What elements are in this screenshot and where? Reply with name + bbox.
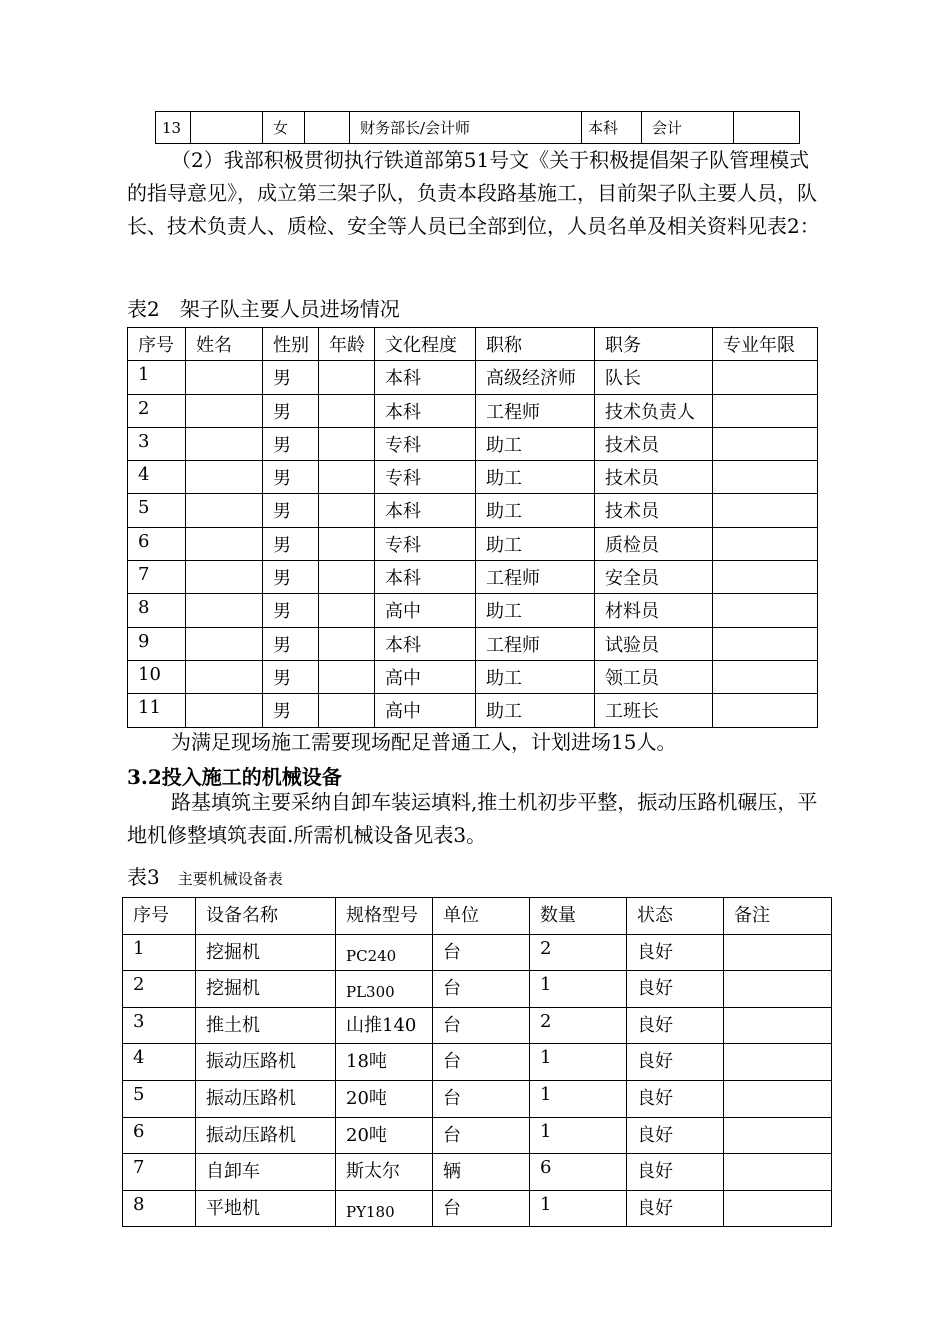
table-row <box>123 971 832 1008</box>
table-cell: 4 <box>123 1044 196 1081</box>
table2-caption: 表2 架子队主要人员进场情况 <box>127 297 400 321</box>
table-cell: 领工员 <box>595 660 713 693</box>
table-cell <box>186 660 263 693</box>
table-cell <box>319 394 375 427</box>
table-cell: 技术员 <box>595 494 713 527</box>
table-cell: 本科 <box>375 627 476 660</box>
table-header-cell: 单位 <box>433 898 530 935</box>
table-cell: 质检员 <box>595 527 713 560</box>
table-row <box>128 461 818 494</box>
table-row <box>128 561 818 594</box>
table-cell: 工程师 <box>476 394 595 427</box>
table-row <box>128 594 818 627</box>
table-cell <box>724 934 832 971</box>
table-cell: 10 <box>128 660 186 693</box>
table-cell <box>713 494 818 527</box>
table-cell: 18吨 <box>336 1044 433 1081</box>
table-cell: 助工 <box>476 461 595 494</box>
table-cell: 6 <box>530 1154 627 1191</box>
table-cell: 1 <box>530 1117 627 1154</box>
table-cell <box>319 361 375 394</box>
table-cell: 专科 <box>375 427 476 460</box>
table-cell: 良好 <box>627 1007 724 1044</box>
table-header-cell: 年龄 <box>319 328 375 361</box>
table-cell <box>724 1117 832 1154</box>
table-cell <box>186 394 263 427</box>
table-cell: 高级经济师 <box>476 361 595 394</box>
table-cell <box>724 1044 832 1081</box>
table-cell: 20吨 <box>336 1080 433 1117</box>
table-cell: 1 <box>530 1080 627 1117</box>
table-cell: 1 <box>530 1044 627 1081</box>
table-cell: 良好 <box>627 1044 724 1081</box>
table-row <box>123 1007 832 1044</box>
table-cell <box>713 627 818 660</box>
table-cell: 男 <box>263 561 319 594</box>
table-cell <box>186 361 263 394</box>
table-cell <box>186 527 263 560</box>
table-cell: 台 <box>433 1044 530 1081</box>
table-cell: 高中 <box>375 660 476 693</box>
table-cell: 2 <box>530 1007 627 1044</box>
table-cell: 1 <box>128 361 186 394</box>
table-header-cell: 序号 <box>123 898 196 935</box>
table-cell <box>713 394 818 427</box>
table-cell <box>713 561 818 594</box>
table3-caption-sub: 主要机械设备表 <box>177 870 283 888</box>
table-cell <box>319 527 375 560</box>
table-header-row <box>128 328 818 361</box>
table-cell <box>724 1007 832 1044</box>
table-cell: 男 <box>263 427 319 460</box>
table-cell: 良好 <box>627 1117 724 1154</box>
paragraph-workers: 为满足现场施工需要现场配足普通工人，计划进场15人。 <box>171 730 677 754</box>
table-cell: 助工 <box>476 527 595 560</box>
table-cell: 1 <box>530 971 627 1008</box>
table-cell: 3 <box>123 1007 196 1044</box>
table-cell: 助工 <box>476 494 595 527</box>
table-cell: 技术员 <box>595 427 713 460</box>
table-cell: 男 <box>263 694 319 727</box>
table-cell: 男 <box>263 461 319 494</box>
table-cell: 专科 <box>375 527 476 560</box>
table-header-cell: 文化程度 <box>375 328 476 361</box>
table-cell: 5 <box>128 494 186 527</box>
table-row <box>128 694 818 727</box>
table-header-cell: 职称 <box>476 328 595 361</box>
table-cell <box>186 694 263 727</box>
table-cell: 良好 <box>627 1154 724 1191</box>
table-row <box>123 1044 832 1081</box>
table-cell: 平地机 <box>196 1190 336 1227</box>
table-cell: 专科 <box>375 461 476 494</box>
table-cell: 工班长 <box>595 694 713 727</box>
table-header-cell: 设备名称 <box>196 898 336 935</box>
table-row <box>123 1080 832 1117</box>
table-row <box>123 1117 832 1154</box>
table-cell: 自卸车 <box>196 1154 336 1191</box>
table-cell: 推土机 <box>196 1007 336 1044</box>
table-cell: 助工 <box>476 594 595 627</box>
table-cell <box>724 1190 832 1227</box>
section-heading: 3.2投入施工的机械设备 <box>127 765 342 789</box>
table-row <box>128 394 818 427</box>
table-cell <box>319 461 375 494</box>
paragraph-equipment: 路基填筑主要采纳自卸车装运填料,推土机初步平整，振动压路机碾压，平地机修整填筑表面.所需机械设备见表3。 <box>127 790 818 847</box>
table-cell: 本科 <box>582 112 642 144</box>
table-cell: 台 <box>433 1080 530 1117</box>
table-cell <box>186 561 263 594</box>
table-cell: 男 <box>263 494 319 527</box>
table-cell <box>319 594 375 627</box>
table-cell: 台 <box>433 1117 530 1154</box>
table-cell <box>186 427 263 460</box>
table-cell: 6 <box>128 527 186 560</box>
table-cell: 良好 <box>627 1080 724 1117</box>
table-cell: 振动压路机 <box>196 1044 336 1081</box>
table-cell <box>186 461 263 494</box>
table-cell: 良好 <box>627 971 724 1008</box>
table-cell: 男 <box>263 660 319 693</box>
table-cell: 高中 <box>375 694 476 727</box>
table-row <box>128 527 818 560</box>
table-cell: 助工 <box>476 427 595 460</box>
table-cell: 安全员 <box>595 561 713 594</box>
table-cell: 挖掘机 <box>196 934 336 971</box>
table-cell <box>336 1190 433 1227</box>
table-header-cell: 数量 <box>530 898 627 935</box>
table-cell <box>319 494 375 527</box>
table-cell: 技术负责人 <box>595 394 713 427</box>
table-cell: 4 <box>128 461 186 494</box>
table-cell: 材料员 <box>595 594 713 627</box>
table-row <box>128 361 818 394</box>
table-cell <box>319 561 375 594</box>
table-cell <box>186 627 263 660</box>
table-cell <box>713 527 818 560</box>
table-cell: 助工 <box>476 660 595 693</box>
table-cell: 挖掘机 <box>196 971 336 1008</box>
table-row <box>128 627 818 660</box>
table-header-cell: 专业年限 <box>713 328 818 361</box>
table-cell <box>734 112 800 144</box>
table3-caption <box>127 861 283 890</box>
table-cell: 男 <box>263 361 319 394</box>
table-cell: 女 <box>263 112 305 144</box>
table-cell: 斯太尔 <box>336 1154 433 1191</box>
table-cell <box>186 594 263 627</box>
table-cell <box>319 660 375 693</box>
table-cell: 会计 <box>642 112 734 144</box>
table-cell <box>713 361 818 394</box>
table-cell <box>319 627 375 660</box>
table-cell: 良好 <box>627 934 724 971</box>
table-cell: 高中 <box>375 594 476 627</box>
table-cell <box>336 934 433 971</box>
table-cell <box>724 1080 832 1117</box>
table-cell: 5 <box>123 1080 196 1117</box>
table-cell <box>319 694 375 727</box>
model-code: PC240 <box>346 946 397 965</box>
staff-table-continued <box>155 111 800 144</box>
table-cell: 9 <box>128 627 186 660</box>
table-cell: 男 <box>263 627 319 660</box>
table-cell <box>713 461 818 494</box>
table-row <box>156 112 800 144</box>
table-cell: 本科 <box>375 361 476 394</box>
table-cell <box>713 427 818 460</box>
table-header-cell: 职务 <box>595 328 713 361</box>
table-cell: 7 <box>123 1154 196 1191</box>
table-cell: 试验员 <box>595 627 713 660</box>
table-cell: 7 <box>128 561 186 594</box>
table-cell: 6 <box>123 1117 196 1154</box>
table-cell: 技术员 <box>595 461 713 494</box>
table-cell <box>713 594 818 627</box>
table-cell: 本科 <box>375 494 476 527</box>
table-header-cell: 备注 <box>724 898 832 935</box>
table-header-cell: 序号 <box>128 328 186 361</box>
table-cell: 台 <box>433 971 530 1008</box>
equipment-table <box>122 897 832 1227</box>
table-cell: 山推140 <box>336 1007 433 1044</box>
table3-caption-main: 表3 <box>127 865 160 889</box>
table-cell: 台 <box>433 934 530 971</box>
table-cell: 良好 <box>627 1190 724 1227</box>
table-header-cell: 性别 <box>263 328 319 361</box>
table-cell: 助工 <box>476 694 595 727</box>
table-cell: 2 <box>123 971 196 1008</box>
table-cell: 队长 <box>595 361 713 394</box>
table-row <box>123 934 832 971</box>
table-cell: 男 <box>263 594 319 627</box>
table-cell: 男 <box>263 394 319 427</box>
table-cell <box>319 427 375 460</box>
model-code: PY180 <box>346 1202 395 1221</box>
table-row <box>123 1154 832 1191</box>
table-row <box>128 660 818 693</box>
table-cell <box>336 971 433 1008</box>
table-cell: 本科 <box>375 561 476 594</box>
table-cell <box>713 660 818 693</box>
table-header-cell: 姓名 <box>186 328 263 361</box>
table-row <box>128 427 818 460</box>
table-cell <box>191 112 263 144</box>
table-cell: 3 <box>128 427 186 460</box>
table-cell: 8 <box>128 594 186 627</box>
table-cell: 11 <box>128 694 186 727</box>
table-header-cell: 规格型号 <box>336 898 433 935</box>
table-cell: 财务部长/会计师 <box>350 112 582 144</box>
table-cell: 1 <box>123 934 196 971</box>
table-cell: 20吨 <box>336 1117 433 1154</box>
team-staff-table <box>127 327 818 728</box>
table-header-cell: 状态 <box>627 898 724 935</box>
table-cell: 本科 <box>375 394 476 427</box>
table-cell: 台 <box>433 1007 530 1044</box>
table-row <box>128 494 818 527</box>
table-cell <box>724 971 832 1008</box>
table-cell: 8 <box>123 1190 196 1227</box>
table-cell: 振动压路机 <box>196 1117 336 1154</box>
table-cell: 振动压路机 <box>196 1080 336 1117</box>
table-cell <box>186 494 263 527</box>
table-header-row <box>123 898 832 935</box>
table-cell: 工程师 <box>476 627 595 660</box>
table-cell <box>305 112 350 144</box>
table-cell: 男 <box>263 527 319 560</box>
table-cell: 2 <box>530 934 627 971</box>
table-cell <box>724 1154 832 1191</box>
table-cell: 辆 <box>433 1154 530 1191</box>
table-cell: 工程师 <box>476 561 595 594</box>
table-cell <box>713 694 818 727</box>
table-row <box>123 1190 832 1227</box>
table-cell: 台 <box>433 1190 530 1227</box>
table-cell: 13 <box>156 112 191 144</box>
paragraph-team-setup: （2）我部积极贯彻执行铁道部第51号文《关于积极提倡架子队管理模式的指导意见》，成立第三架子队，负责本段路基施工，目前架子队主要人员，队长、技术负责人、质检、安全等人员已全部到位，人员名单及相关资料见表2： <box>127 148 820 238</box>
model-code: PL300 <box>346 983 395 1002</box>
table-cell: 1 <box>530 1190 627 1227</box>
table-cell: 2 <box>128 394 186 427</box>
